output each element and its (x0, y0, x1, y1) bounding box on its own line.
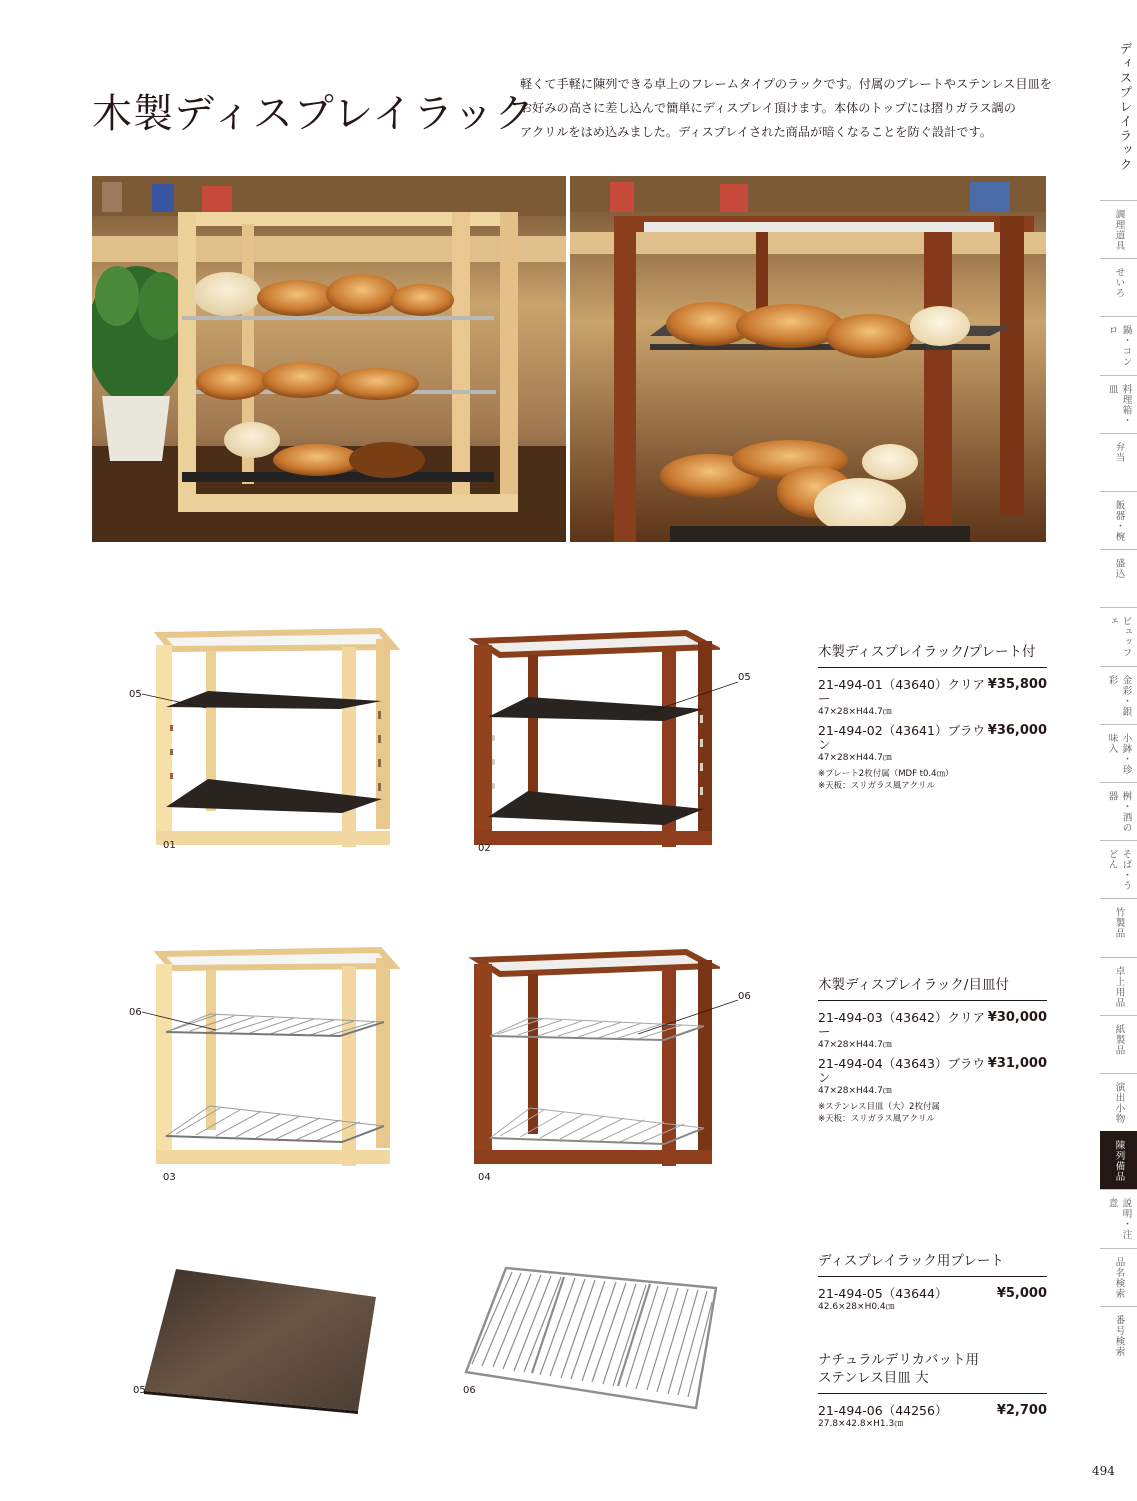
product-price: ¥35,800 (987, 677, 1047, 692)
product-price: ¥5,000 (996, 1286, 1047, 1301)
product-row (818, 724, 1047, 752)
side-index-heading: ディスプレイラック (1118, 42, 1133, 173)
page-number: 494 (1092, 1464, 1115, 1478)
product-code: 21-494-02（43641）ブラウン (818, 723, 985, 752)
figure-label: 01 (163, 840, 176, 851)
callout-line (140, 1010, 220, 1034)
product-image-03 (150, 944, 400, 1169)
callout-line (636, 680, 740, 720)
side-tab[interactable]: 紙製品 (1100, 1015, 1137, 1073)
side-tab[interactable]: ビュッフェ (1100, 607, 1137, 665)
side-tab[interactable]: 卓上用品 (1100, 957, 1137, 1015)
callout-label: 05 (738, 672, 751, 683)
product-dims: 47×28×H44.7㎝ (818, 1086, 892, 1096)
product-price: ¥36,000 (987, 723, 1047, 738)
figure-label: 06 (463, 1385, 476, 1396)
product-info-plate (818, 643, 1047, 792)
product-info-grid-spare (818, 1351, 1047, 1430)
photo-light-rack (92, 176, 566, 542)
callout-line (636, 998, 740, 1038)
product-code: 21-494-06（44256） (818, 1403, 948, 1418)
product-code: 21-494-04（43643）ブラウン (818, 1056, 985, 1085)
side-tab[interactable]: 桝・酒の器 (1100, 782, 1137, 840)
product-image-04 (468, 944, 720, 1169)
callout-line (140, 692, 210, 712)
product-code: 21-494-03（43642）クリアー (818, 1010, 985, 1039)
product-dims: 47×28×H44.7㎝ (818, 753, 892, 763)
product-title (818, 1351, 1047, 1394)
callout-label: 06 (738, 991, 751, 1002)
side-tab[interactable]: 小鉢・珍味入 (1100, 724, 1137, 782)
side-tab[interactable]: 調理道具 (1100, 200, 1137, 258)
product-code: 21-494-05（43644） (818, 1286, 948, 1301)
product-title: 木製ディスプレイラック/プレート付 (818, 643, 1047, 668)
product-price: ¥2,700 (996, 1403, 1047, 1418)
product-image-06 (460, 1262, 722, 1412)
product-note: ※ステンレス目皿（大）2枚付属 (818, 1102, 940, 1112)
product-title: ディスプレイラック用プレート (818, 1252, 1047, 1277)
side-tab[interactable]: 品名検索 (1100, 1248, 1137, 1306)
product-price: ¥31,000 (987, 1056, 1047, 1071)
side-tab[interactable]: せいろ (1100, 258, 1137, 316)
product-row (818, 1404, 1047, 1418)
product-code: 21-494-01（43640）クリアー (818, 677, 985, 706)
product-image-05 (140, 1265, 380, 1415)
figure-label: 04 (478, 1172, 491, 1183)
side-tab[interactable]: 料理箱・皿 (1100, 375, 1137, 433)
product-title: 木製ディスプレイラック/目皿付 (818, 976, 1047, 1001)
side-tab[interactable]: 陳列備品 (1100, 1131, 1137, 1189)
product-note: ※プレート2枚付属（MDF t0.4㎝） (818, 769, 954, 779)
figure-label: 05 (133, 1385, 146, 1396)
intro-line: 軽くて手軽に陳列できる卓上のフレームタイプのラックです。付属のプレートやステンレス目皿を (520, 77, 1052, 91)
product-title-line: ナチュラルデリカバット用 (818, 1352, 980, 1368)
intro-line: お好みの高さに差し込んで簡単にディスプレイ頂けます。本体のトップには摺りガラス調の (520, 101, 1016, 115)
figure-label: 02 (478, 843, 491, 854)
product-info-spare-plate (818, 1252, 1047, 1313)
product-row (818, 1011, 1047, 1039)
side-tab[interactable]: 弁当 (1100, 433, 1137, 491)
intro-line: アクリルをはめ込みました。ディスプレイされた商品が暗くなることを防ぐ設計です。 (520, 125, 992, 139)
product-row (818, 1287, 1047, 1301)
callout-label: 06 (129, 1007, 142, 1018)
intro-text (520, 72, 1060, 144)
side-tab[interactable]: 説明・注意 (1100, 1189, 1137, 1247)
product-row (818, 678, 1047, 706)
product-image-02 (468, 625, 720, 850)
side-tab[interactable]: 飯器・椀 (1100, 491, 1137, 549)
product-info-grid (818, 976, 1047, 1125)
product-title-line: ステンレス目皿 大 (818, 1370, 929, 1386)
product-dims: 42.6×28×H0.4㎝ (818, 1302, 895, 1312)
side-tab[interactable]: そば・うどん (1100, 840, 1137, 898)
product-note: ※天板：スリガラス風アクリル (818, 781, 936, 791)
product-row (818, 1057, 1047, 1085)
photo-brown-rack (570, 176, 1046, 542)
product-price: ¥30,000 (987, 1010, 1047, 1025)
side-tab[interactable]: 鍋・コンロ (1100, 316, 1137, 374)
side-tab[interactable]: 番号検索 (1100, 1306, 1137, 1364)
product-dims: 47×28×H44.7㎝ (818, 1040, 892, 1050)
product-image-01 (150, 625, 400, 850)
side-tab[interactable]: 竹製品 (1100, 898, 1137, 956)
product-dims: 47×28×H44.7㎝ (818, 707, 892, 717)
side-tab[interactable]: 金彩・銀彩 (1100, 666, 1137, 724)
callout-label: 05 (129, 689, 142, 700)
product-dims: 27.8×42.8×H1.3㎝ (818, 1419, 904, 1429)
figure-label: 03 (163, 1172, 176, 1183)
side-tab[interactable]: 演出小物 (1100, 1073, 1137, 1131)
side-tab[interactable]: 盛込 (1100, 549, 1137, 607)
product-note: ※天板：スリガラス風アクリル (818, 1114, 936, 1124)
page-title: 木製ディスプレイラック (92, 91, 536, 137)
